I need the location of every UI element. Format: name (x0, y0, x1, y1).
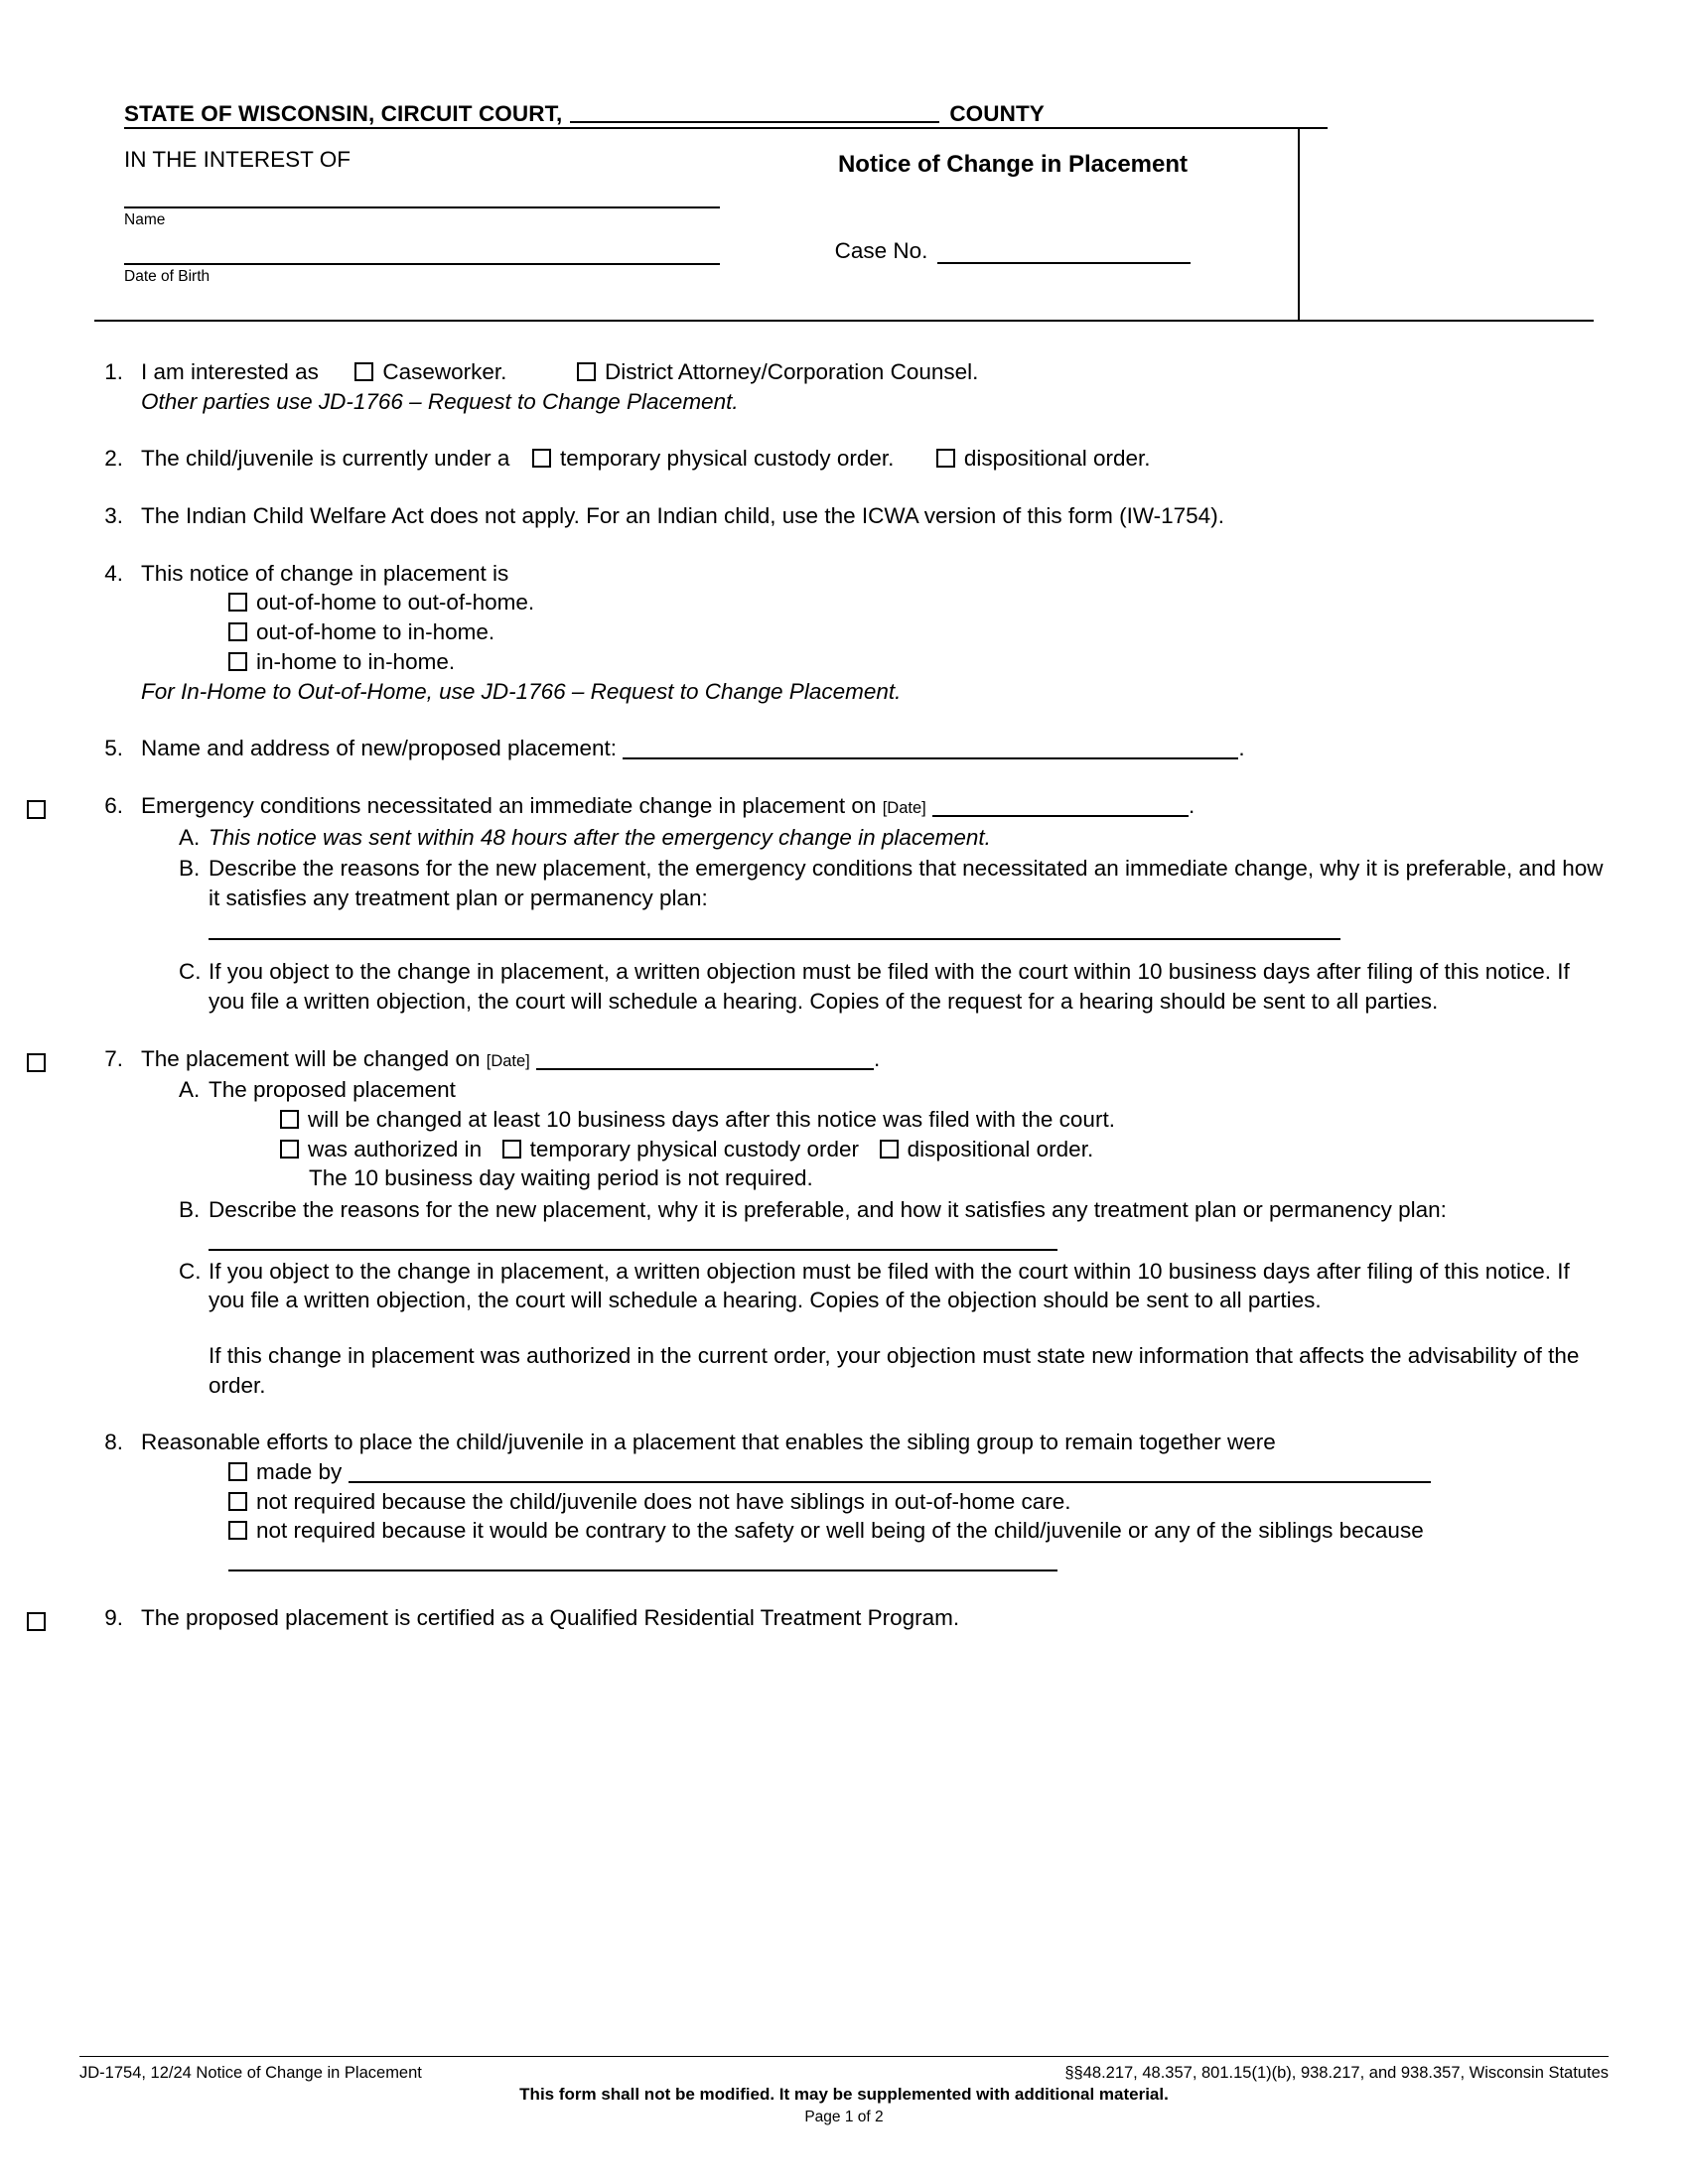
item-3-text: The Indian Child Welfare Act does not apply. For an Indian child, use the ICWA version of this form (IW-1754). (141, 503, 1224, 529)
item-7-b-text: Describe the reasons for the new placement, why it is preferable, and how it satisfies any treatment plan or permanency plan: (209, 1197, 1447, 1223)
item-2-line (141, 444, 1609, 474)
item-1 (79, 357, 1609, 416)
item-7-date-label: [Date] (486, 1051, 530, 1070)
item-4-option-2-label: out-of-home to in-home. (256, 619, 495, 645)
item-8-option-2-label: not required because the child/juvenile does not have siblings in out-of-home care. (256, 1488, 1071, 1514)
item-4-option-2-row (141, 617, 1609, 647)
item-2-dispositional-label: dispositional order. (963, 446, 1151, 472)
checkbox-made-by[interactable] (228, 1462, 247, 1481)
in-the-interest-of-label: IN THE INTEREST OF (124, 147, 351, 172)
footer-notice: This form shall not be modified. It may be supplemented with additional material. (519, 2085, 1169, 2104)
item-4-option-3-row (141, 647, 1609, 677)
case-number-field[interactable] (937, 242, 1191, 264)
item-8-option-3-row (141, 1516, 1609, 1574)
item-6-trailing: . (1189, 792, 1196, 818)
item-6-lead: Emergency conditions necessitated an immediate change in placement on (141, 792, 877, 818)
name-label: Name (124, 211, 166, 228)
item-7-c-text: If you object to the change in placement, a written objection must be filed with the court within 10 business days after filing of this notice. If you file a written objection, the court will schedule a hearing. Copies of the objection should be sent to all parties. (209, 1258, 1570, 1313)
checkbox-authorized-dispositional-order[interactable] (880, 1140, 899, 1159)
checkbox-dispositional-order[interactable] (936, 449, 955, 468)
item-2-lead: The child/juvenile is currently under a (141, 446, 510, 472)
checkbox-was-authorized-in[interactable] (280, 1140, 299, 1159)
item-4-lead: This notice of change in placement is (141, 560, 509, 586)
item-6-b-letter: B. (179, 856, 201, 882)
item-3 (79, 501, 1609, 531)
item-2-number: 2. (104, 446, 123, 472)
item-7-b-field[interactable] (209, 1230, 1057, 1251)
footer-form-id: JD-1754, 12/24 Notice of Change in Placement (79, 2064, 422, 2082)
item-6-date-field[interactable] (932, 796, 1189, 817)
item-7-a-note: The 10 business day waiting period is not required. (309, 1165, 813, 1191)
item-8-number: 8. (104, 1430, 123, 1455)
item-1-number: 1. (104, 359, 123, 384)
item-6-a-letter: A. (179, 824, 201, 850)
checkbox-district-attorney[interactable] (577, 362, 596, 381)
date-of-birth-label: Date of Birth (124, 268, 211, 285)
item-8-option-2-row (141, 1487, 1609, 1517)
form-title: Notice of Change in Placement (837, 151, 1189, 178)
item-6-c-text: If you object to the change in placement, a written objection must be filed with the court within 10 business days after filing of this notice. If you file a written objection, the court will schedule a hearing. Copies of the request for a hearing should be sent to all parties. (209, 959, 1570, 1014)
item-5-trailing: . (1238, 736, 1245, 761)
checkbox-item-9[interactable] (27, 1612, 46, 1631)
name-input-line[interactable] (124, 206, 720, 208)
item-7-number (79, 1044, 141, 1401)
checkbox-authorized-temporary-physical-custody[interactable] (502, 1140, 521, 1159)
form-body (79, 357, 1609, 1632)
item-7-a-text: The proposed placement (209, 1077, 456, 1103)
item-4-note: For In-Home to Out-of-Home, use JD-1766 – Request to Change Placement. (141, 678, 902, 704)
court-header-suffix: COUNTY (949, 101, 1045, 126)
item-1-note: Other parties use JD-1766 – Request to Change Placement. (141, 388, 739, 414)
case-caption (94, 69, 1594, 322)
item-7-a (141, 1075, 1609, 1193)
item-9-number-label: 9. (104, 1604, 123, 1630)
item-1-caseworker-label: Caseworker. (382, 359, 507, 384)
footer-statutes: §§48.217, 48.357, 801.15(1)(b), 938.217, and 938.357, Wisconsin Statutes (1064, 2064, 1609, 2082)
item-7-a-option-2-cb2-label: dispositional order. (907, 1136, 1094, 1161)
checkbox-in-home-to-in-home[interactable] (228, 652, 247, 671)
item-8-text: Reasonable efforts to place the child/juvenile in a placement that enables the sibling group to remain together were (141, 1430, 1276, 1455)
county-blank-field[interactable] (570, 101, 939, 123)
item-6-number (79, 791, 141, 1017)
item-7-b (141, 1195, 1609, 1254)
item-7-a-option-2-row (209, 1135, 1609, 1164)
checkbox-will-be-changed-10-days[interactable] (280, 1110, 299, 1129)
item-6-date-label: [Date] (882, 798, 926, 817)
checkbox-out-of-home-to-out-of-home[interactable] (228, 593, 247, 612)
item-8-made-by-field[interactable] (349, 1462, 1431, 1483)
item-6-a (141, 823, 1609, 853)
item-7-c (141, 1257, 1609, 1401)
item-7-number-label: 7. (104, 1045, 123, 1071)
item-2-tpc-label: temporary physical custody order. (559, 446, 895, 472)
footer-divider (79, 2056, 1609, 2057)
checkbox-item-7[interactable] (27, 1053, 46, 1072)
court-header (124, 101, 1045, 127)
dob-input-line[interactable] (124, 263, 720, 265)
item-3-number: 3. (104, 503, 123, 529)
checkbox-item-6[interactable] (27, 800, 46, 819)
item-6-c (141, 957, 1609, 1016)
item-5-number: 5. (104, 736, 123, 761)
item-8-because-field[interactable] (228, 1551, 1057, 1571)
item-7 (79, 1044, 1609, 1401)
item-6-a-text: This notice was sent within 48 hours after the emergency change in placement. (209, 824, 991, 850)
item-7-lead-row (141, 1044, 1609, 1074)
checkbox-caseworker[interactable] (354, 362, 373, 381)
item-9-text: The proposed placement is certified as a Qualified Residential Treatment Program. (141, 1604, 960, 1630)
item-8-option-1-row (141, 1457, 1609, 1487)
item-4-option-1-row (141, 588, 1609, 617)
item-7-a-option-1-label: will be changed at least 10 business days after this notice was filed with the court. (308, 1107, 1115, 1133)
item-7-c-letter: C. (179, 1258, 202, 1284)
item-7-c-text-2: If this change in placement was authorized in the current order, your objection must state new information that affects the advisability of the order. (209, 1342, 1580, 1398)
item-6-b-text: Describe the reasons for the new placement, the emergency conditions that necessitated an immediate change, why it is preferable, and how it satisfies any treatment plan or permanency plan: (209, 856, 1604, 910)
item-9-number (79, 1603, 141, 1633)
item-6 (79, 791, 1609, 1017)
caption-right-column (730, 129, 1296, 320)
case-number-row (730, 238, 1296, 264)
caption-body (94, 129, 1594, 320)
item-8-option-3-label: not required because it would be contrary to the safety or well being of the child/juvenile or any of the siblings because (256, 1518, 1424, 1544)
item-5-text: Name and address of new/proposed placement: (141, 736, 618, 761)
case-number-label: Case No. (834, 238, 928, 263)
item-7-a-option-1-row (209, 1105, 1609, 1135)
item-7-a-option-2-lead: was authorized in (308, 1136, 483, 1161)
item-6-b (141, 854, 1609, 943)
checkbox-temporary-physical-custody-order[interactable] (532, 449, 551, 468)
item-6-number-label: 6. (104, 792, 123, 818)
court-header-row (94, 69, 1594, 127)
item-7-date-field[interactable] (536, 1049, 874, 1070)
caption-bottom-divider (94, 320, 1594, 322)
court-header-prefix: STATE OF WISCONSIN, CIRCUIT COURT, (124, 101, 563, 126)
item-7-b-letter: B. (179, 1197, 201, 1223)
item-8-option-1-label: made by (256, 1458, 343, 1484)
item-6-lead-row (141, 791, 1609, 821)
item-1-lead: I am interested as (141, 359, 319, 384)
item-2 (79, 444, 1609, 474)
checkbox-out-of-home-to-in-home[interactable] (228, 622, 247, 641)
item-9 (79, 1603, 1609, 1633)
caption-vertical-divider (1298, 129, 1300, 320)
item-7-trailing: . (874, 1045, 881, 1071)
item-7-lead: The placement will be changed on (141, 1045, 481, 1071)
item-8 (79, 1428, 1609, 1574)
item-6-b-field[interactable] (209, 919, 1340, 940)
item-1-line (141, 357, 1609, 387)
item-6-c-letter: C. (179, 959, 202, 985)
item-5-placement-field[interactable] (623, 739, 1238, 759)
item-7-a-letter: A. (179, 1077, 201, 1103)
item-7-a-option-2-cb1-label: temporary physical custody order (529, 1136, 860, 1161)
item-4-option-3-label: in-home to in-home. (256, 648, 456, 674)
footer-page-number: Page 1 of 2 (804, 2109, 884, 2125)
checkbox-no-siblings-in-care[interactable] (228, 1492, 247, 1511)
checkbox-contrary-to-safety[interactable] (228, 1521, 247, 1540)
item-4-number: 4. (104, 560, 123, 586)
item-4 (79, 559, 1609, 706)
item-5 (79, 734, 1609, 763)
caption-left-column (94, 129, 730, 320)
page-footer (79, 2056, 1609, 2126)
item-4-option-1-label: out-of-home to out-of-home. (256, 590, 535, 615)
item-1-da-label: District Attorney/Corporation Counsel. (604, 359, 979, 384)
